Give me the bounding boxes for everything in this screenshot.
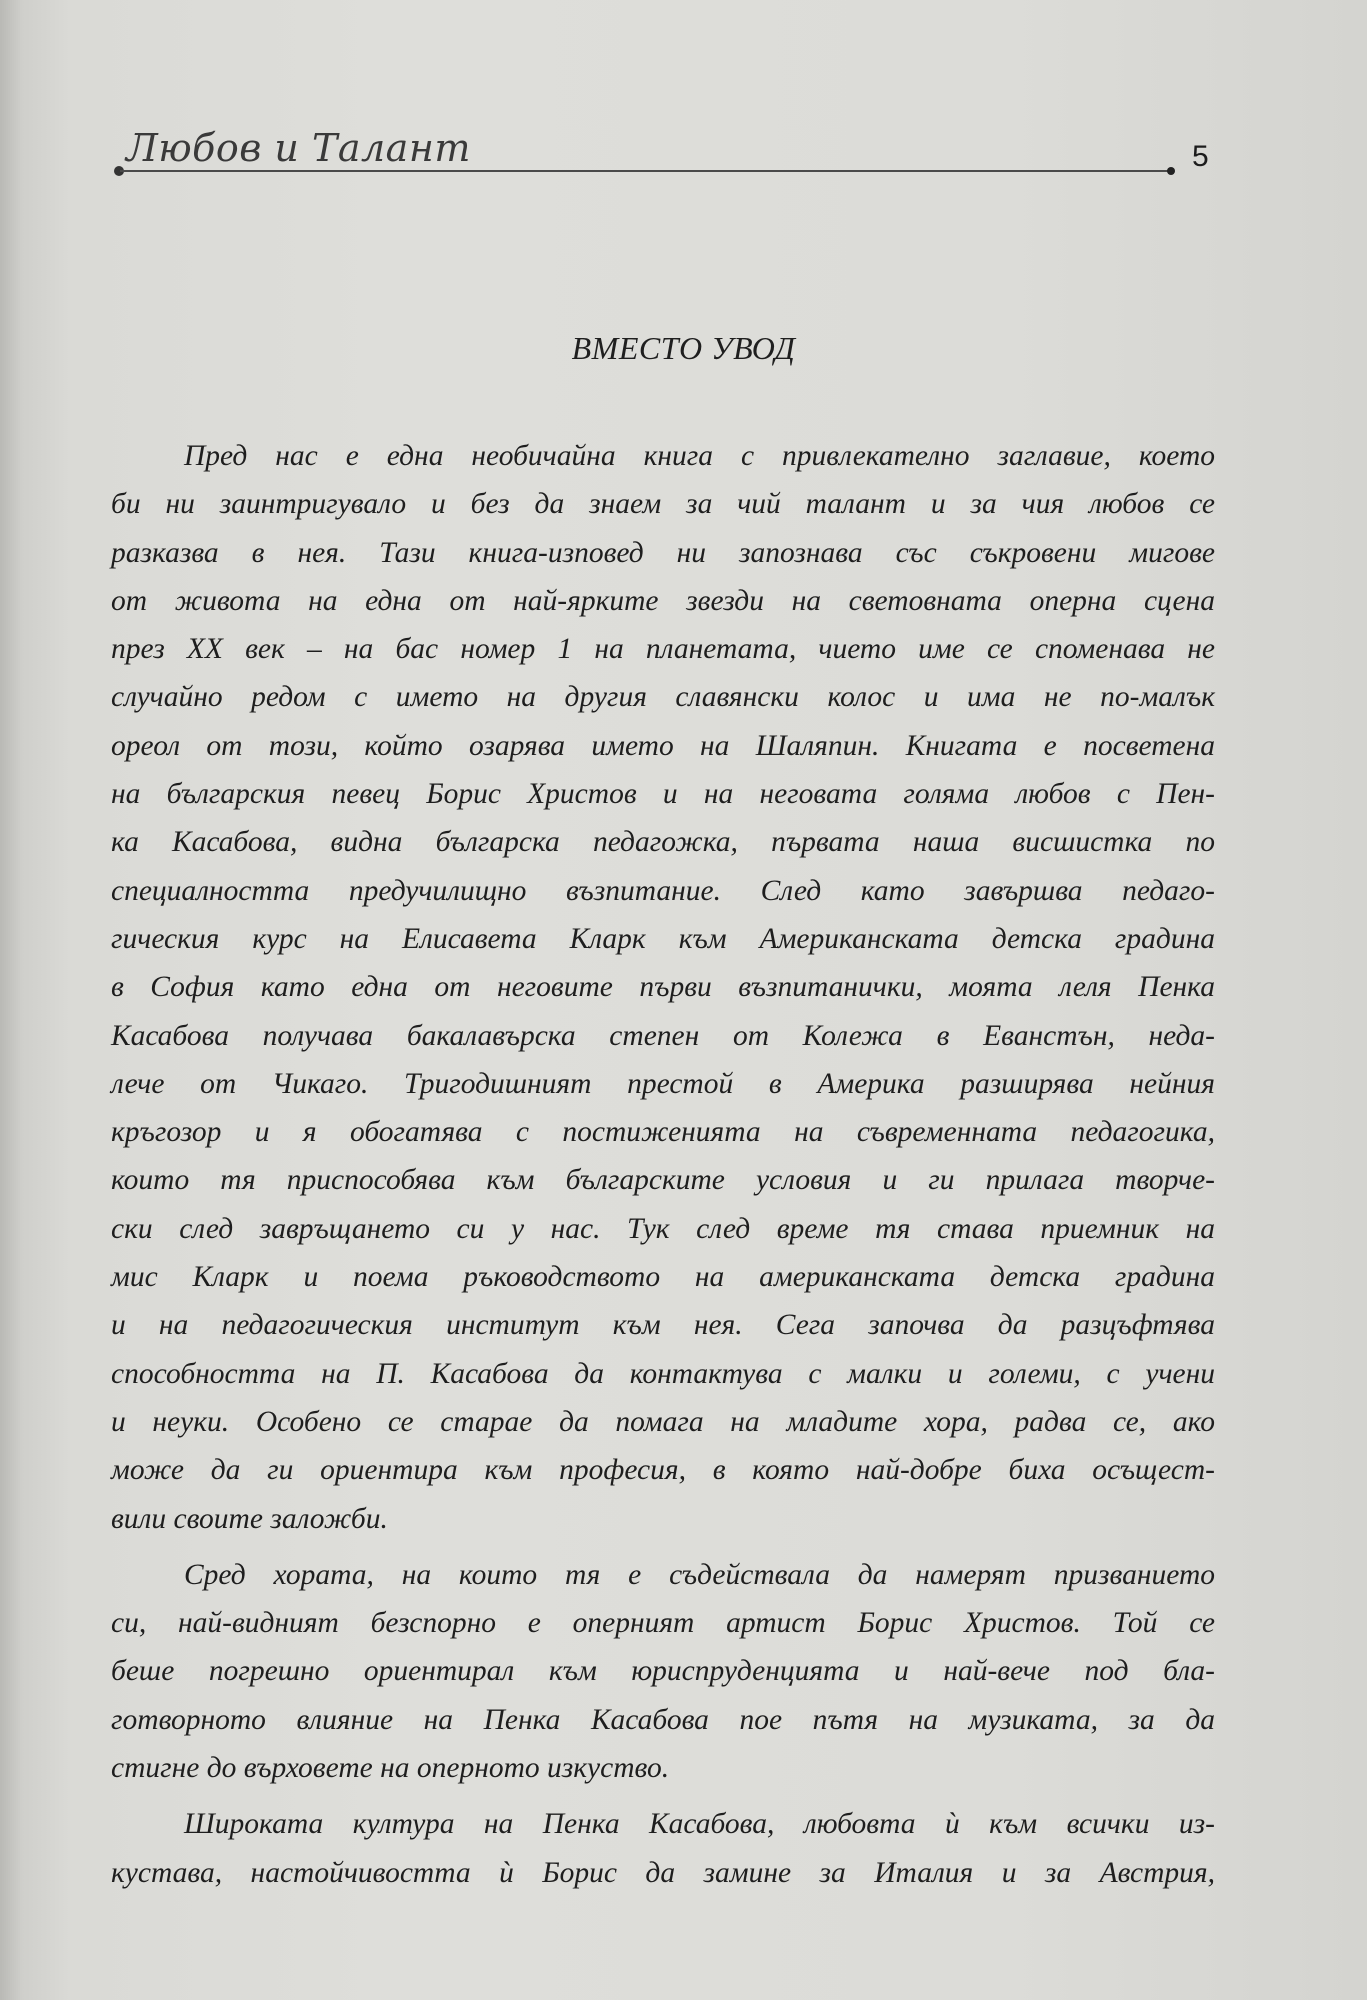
running-header: [112, 118, 1224, 188]
text-line: и неуки. Особено се старае да помага на младите хора, радва се, ако: [111, 1405, 1215, 1438]
text-line: способността на П. Касабова да контактува с малки и големи, с учени: [111, 1357, 1215, 1390]
text-line: би ни заинтригувало и без да знаем за чий талант и за чия любов се: [111, 488, 1215, 521]
text-line: и на педагогическия институт към нея. Сега започва да разцъфтява: [111, 1309, 1215, 1342]
text-line: Широката култура на Пенка Касабова, любовта ѝ към всички из-: [184, 1808, 1215, 1841]
text-line: гическия курс на Елисавета Кларк към Американската детска градина: [111, 922, 1215, 955]
paragraph-gap: [111, 1543, 1215, 1551]
text-line: ка Касабова, видна българска педагожка, първата наша висшистка по: [111, 826, 1215, 859]
text-line: разказва в нея. Тази книга-изповед ни запознава със съкровени мигове: [111, 536, 1215, 569]
text-line: в София като една от неговите първи възпитанички, моята леля Пенка: [111, 971, 1215, 1004]
running-title: Любов и Талант: [126, 126, 471, 170]
text-line: Касабова получава бакалавърска степен от Колежа в Еванстън, неда-: [111, 1019, 1215, 1052]
text-line: през ХХ век – на бас номер 1 на планетата, чието име се споменава не: [111, 633, 1215, 666]
header-rule-dot-right: [1167, 167, 1175, 175]
text-line: готворното влияние на Пенка Касабова пое пътя на музиката, за да: [111, 1703, 1215, 1736]
text-line: специалността предучилищно възпитание. След като завършва педаго-: [111, 874, 1215, 907]
text-line: кустава, настойчивостта ѝ Борис да замине за Италия и за Австрия,: [111, 1856, 1215, 1889]
text-line: Сред хората, на които тя е съдействала да намерят призванието: [184, 1558, 1215, 1591]
text-line: ски след завръщането си у нас. Тук след време тя става приемник на: [111, 1212, 1215, 1245]
text-line: лече от Чикаго. Тригодишният престой в Америка разширява нейния: [111, 1067, 1215, 1100]
text-line: Пред нас е една необичайна книга с привлекателно заглавие, което: [184, 440, 1215, 472]
text-line: може да ги ориентира към професия, в която най-добре биха осъщест-: [111, 1454, 1215, 1487]
text-line: мис Кларк и поема ръководството на американската детска градина: [111, 1261, 1215, 1294]
text-line: кръгозор и я обогатява с постиженията на съвременната педагогика,: [111, 1116, 1215, 1149]
text-line: си, най-видният безспорно е оперният артист Борис Христов. Той се: [111, 1607, 1215, 1640]
body-text: [111, 432, 1215, 1897]
text-line: ореол от този, който озарява името на Шаляпин. Книгата е посветена: [111, 729, 1215, 762]
text-line: на българския певец Борис Христов и на неговата голяма любов с Пен-: [111, 778, 1215, 811]
text-line: беше погрешно ориентирал към юриспруденцията и най-вече под бла-: [111, 1655, 1215, 1688]
text-line: случайно редом с името на другия славянски колос и има не по-малък: [111, 681, 1215, 714]
header-rule: [120, 170, 1170, 172]
paragraph-gap: [111, 1792, 1215, 1800]
page-number: 5: [1192, 140, 1209, 173]
text-line: стигне до върховете на оперното изкуство.: [111, 1752, 670, 1785]
section-title: ВМЕСТО УВОД: [571, 330, 796, 366]
text-line: от живота на една от най-ярките звезди на световната оперна сцена: [111, 584, 1215, 617]
text-line: вили своите заложби.: [111, 1502, 388, 1535]
text-line: които тя приспособява към българските условия и ги прилага творче-: [111, 1164, 1215, 1197]
